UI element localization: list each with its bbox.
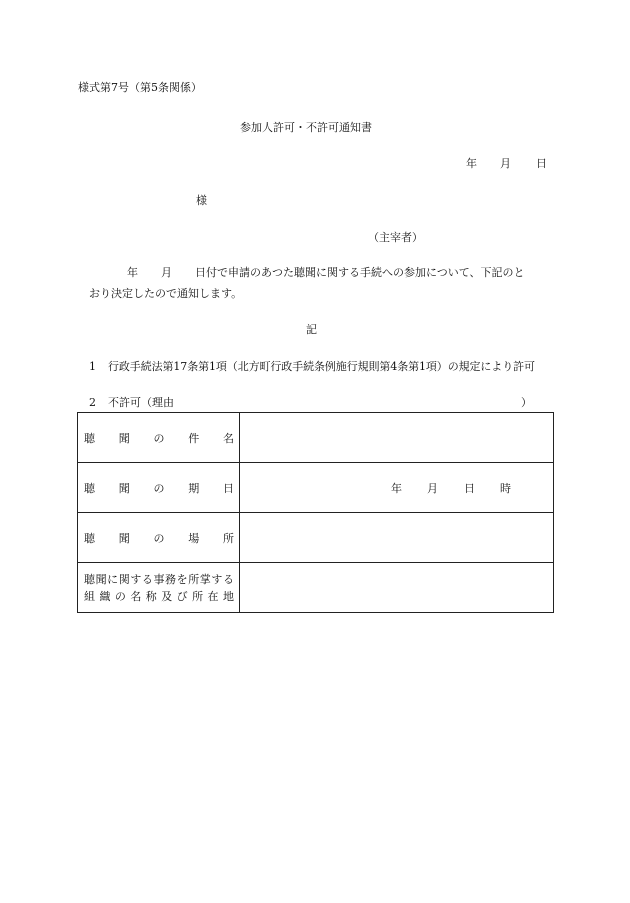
label-char: 名 xyxy=(130,589,142,603)
label-char: に xyxy=(107,572,119,586)
label-char: 聴 xyxy=(84,531,95,545)
label-char: 聴 xyxy=(84,572,95,586)
label-char: 名 xyxy=(223,431,234,445)
form-number: 様式第7号（第5条関係） xyxy=(78,81,202,94)
table-row xyxy=(78,463,554,513)
hearing-info-table xyxy=(77,412,554,613)
item-2-close: ） xyxy=(521,396,532,409)
hearing-date-label xyxy=(78,463,240,513)
hearing-date-year: 年 xyxy=(391,481,402,495)
table-row xyxy=(78,563,554,613)
organization-label xyxy=(78,563,240,613)
label-char: 聞 xyxy=(118,531,130,545)
label-char: の xyxy=(153,481,165,495)
document-title: 参加人許可・不許可通知書 xyxy=(240,121,372,134)
label-char: 聞 xyxy=(95,572,107,586)
item-2-text: 不許可（理由 xyxy=(108,396,174,409)
label-char: 聴 xyxy=(84,481,95,495)
label-char: 在 xyxy=(207,589,219,603)
label-char: す xyxy=(130,572,142,586)
label-char: の xyxy=(114,589,126,603)
body-month: 月 xyxy=(161,266,172,279)
issuer-label: （主宰者） xyxy=(368,231,423,244)
label-char: 務 xyxy=(165,572,177,586)
date-day: 日 xyxy=(536,157,547,170)
label-char: す xyxy=(211,572,223,586)
label-char: 所 xyxy=(192,589,204,603)
label-char: 及 xyxy=(161,589,173,603)
label-char: を xyxy=(176,572,188,586)
body-line-1: 日付で申請のあつた聴聞に関する手続への参加について、下記のと xyxy=(195,266,525,279)
label-char: 所 xyxy=(188,572,200,586)
label-char: 聞 xyxy=(118,481,130,495)
label-char: 事 xyxy=(153,572,165,586)
body-year: 年 xyxy=(127,266,138,279)
table-row xyxy=(78,513,554,563)
addressee-suffix: 様 xyxy=(196,194,207,207)
label-char: 聞 xyxy=(118,431,130,445)
hearing-title-label xyxy=(78,413,240,463)
label-char: 期 xyxy=(188,481,200,495)
hearing-date-value xyxy=(240,463,554,513)
hearing-place-label xyxy=(78,513,240,563)
table-row xyxy=(78,413,554,463)
organization-value xyxy=(240,563,554,613)
organization-label-line-2 xyxy=(84,588,234,605)
label-char: 地 xyxy=(222,589,234,603)
label-char: 聴 xyxy=(84,431,95,445)
item-1-number: 1 xyxy=(89,360,96,373)
hearing-title-value xyxy=(240,413,554,463)
label-char: 日 xyxy=(223,481,234,495)
label-char: る xyxy=(222,572,234,586)
body-line-2: おり決定したので通知します。 xyxy=(89,287,243,300)
label-char: 件 xyxy=(188,431,200,445)
label-char: 関 xyxy=(118,572,130,586)
label-char: 称 xyxy=(145,589,157,603)
label-char: 場 xyxy=(188,531,200,545)
label-char: の xyxy=(153,431,165,445)
hearing-date-month: 月 xyxy=(427,481,438,495)
label-char: 掌 xyxy=(199,572,211,586)
label-char: び xyxy=(176,589,188,603)
date-month: 月 xyxy=(500,157,511,170)
hearing-date-day: 日 xyxy=(464,481,475,495)
ki-heading: 記 xyxy=(306,323,317,336)
label-char: 組 xyxy=(84,589,95,603)
item-2-number: 2 xyxy=(89,396,96,409)
label-char: 織 xyxy=(99,589,111,603)
organization-label-line-1 xyxy=(84,571,234,588)
label-char: 所 xyxy=(223,531,234,545)
label-char: の xyxy=(153,531,165,545)
hearing-date-hour: 時 xyxy=(500,481,511,495)
label-char: る xyxy=(141,572,153,586)
hearing-place-value xyxy=(240,513,554,563)
date-year: 年 xyxy=(466,157,477,170)
item-1-text: 行政手続法第17条第1項（北方町行政手続条例施行規則第4条第1項）の規定により許可 xyxy=(108,360,535,373)
